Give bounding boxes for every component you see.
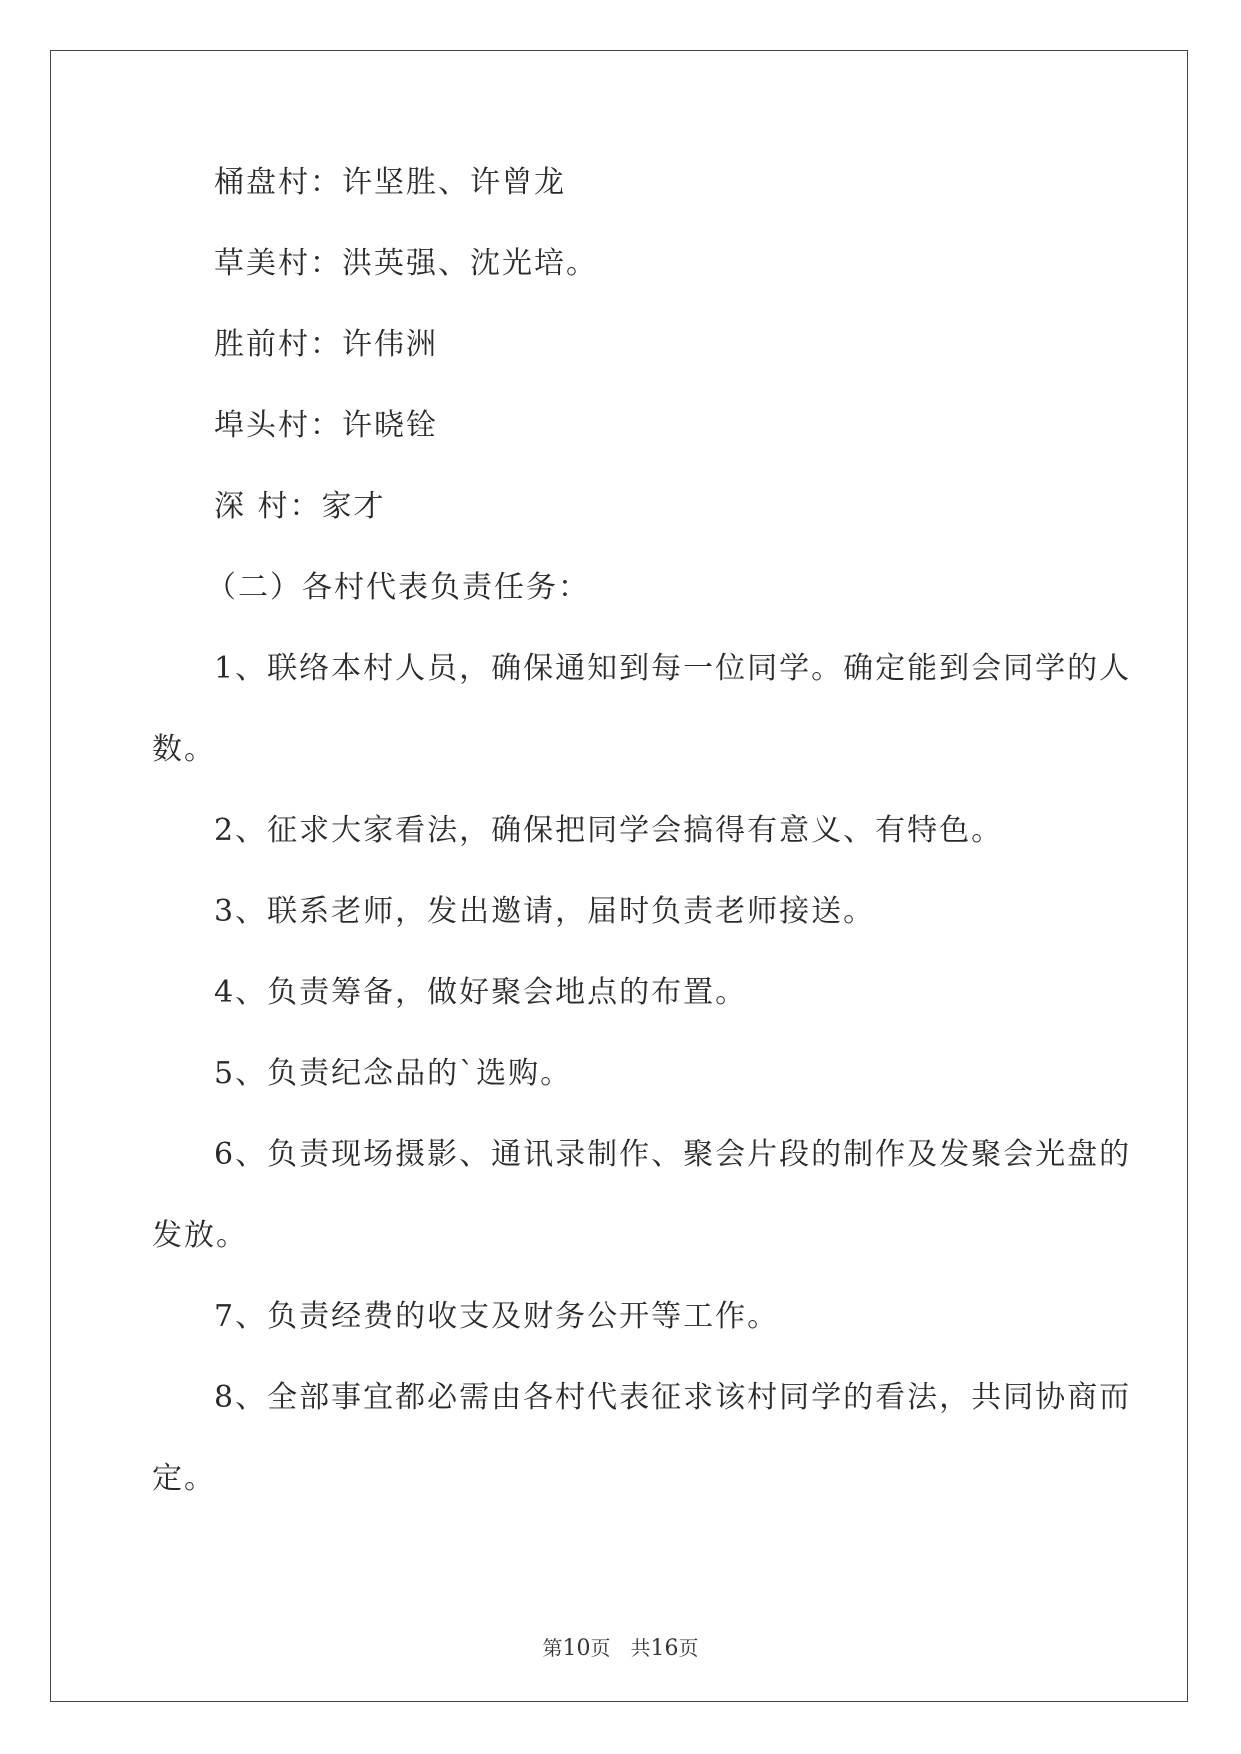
text-line: 埠头村：许晓铨: [214, 408, 438, 443]
footer-prefix: 第: [542, 1636, 563, 1660]
text-line: 定。: [152, 1461, 216, 1496]
text-line: 1、联络本村人员，确保通知到每一位同学。确定能到会同学的人: [214, 651, 1132, 686]
current-page-number: 10: [562, 1636, 591, 1661]
text-line: 4、负责筹备，做好聚会地点的布置。: [214, 975, 748, 1010]
text-line: 2、征求大家看法，确保把同学会搞得有意义、有特色。: [214, 813, 1004, 848]
total-page-count: 16: [650, 1636, 679, 1661]
section-heading: （二）各村代表负责任务：: [206, 570, 590, 605]
text-line: 7、负责经费的收支及财务公开等工作。: [214, 1299, 780, 1334]
text-line: 6、负责现场摄影、通讯录制作、聚会片段的制作及发聚会光盘的: [214, 1137, 1132, 1172]
text-line: 8、全部事宜都必需由各村代表征求该村同学的看法，共同协商而: [214, 1380, 1132, 1415]
text-line: 草美村：洪英强、沈光培。: [214, 246, 598, 281]
footer-suffix: 页: [678, 1636, 699, 1660]
text-line: 发放。: [152, 1218, 248, 1253]
text-line: 数。: [152, 732, 216, 767]
text-line: 5、负责纪念品的`选购。: [214, 1056, 573, 1091]
text-line: 胜前村：许伟洲: [214, 327, 438, 362]
page-footer: [0, 1637, 1241, 1660]
text-line: 深 村：家才: [214, 489, 386, 524]
text-line: 3、联系老师，发出邀请，届时负责老师接送。: [214, 894, 876, 929]
footer-mid: 页 共: [590, 1636, 651, 1660]
text-line: 桶盘村：许坚胜、许曾龙: [214, 165, 566, 200]
document-body: [152, 165, 1132, 1545]
